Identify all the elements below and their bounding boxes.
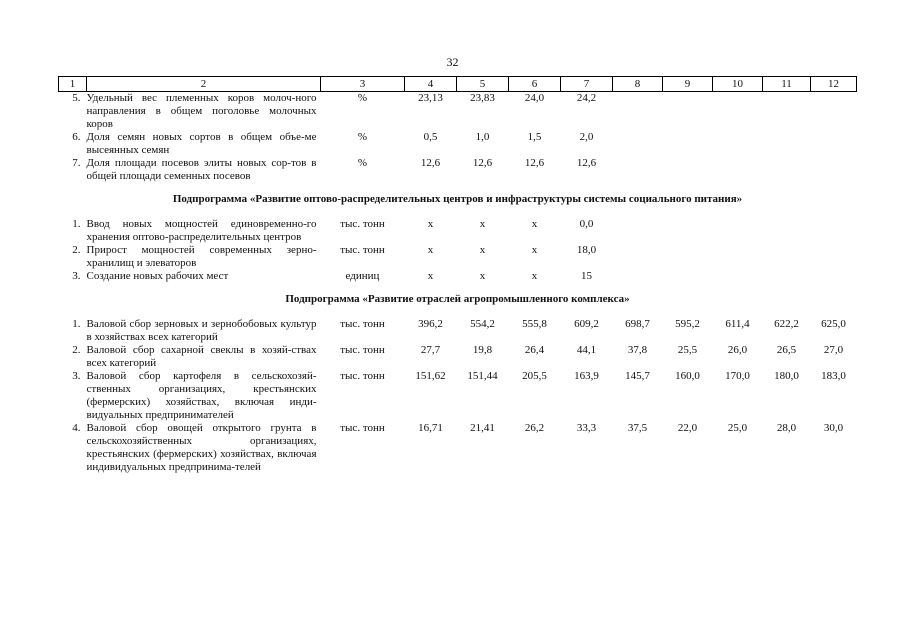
value-cell [763, 218, 811, 244]
page-number: 32 [446, 55, 459, 69]
value-cell: 37,5 [627, 422, 648, 434]
value-cell: 27,0 [823, 344, 844, 356]
value-cell [713, 270, 763, 283]
value-cell: 151,62 [415, 370, 446, 382]
unit-cell: тыс. тонн [340, 370, 385, 382]
value-cell: 28,0 [776, 422, 797, 434]
value-cell: 622,2 [774, 318, 799, 330]
table-row [59, 244, 857, 270]
value-cell: 554,2 [470, 318, 495, 330]
value-cell: х [427, 244, 434, 256]
indicator-name: Удельный вес племенных коров молоч-ного направления в общем поголовье молочных коров [86, 92, 317, 130]
value-cell [613, 157, 663, 183]
header-cell: 5 [457, 77, 509, 92]
value-cell: 16,71 [418, 422, 443, 434]
unit-cell: тыс. тонн [340, 422, 385, 434]
value-cell: 180,0 [774, 370, 799, 382]
value-cell: 26,2 [524, 422, 545, 434]
value-cell: 12,6 [524, 157, 545, 169]
value-cell: х [479, 218, 486, 230]
value-cell [663, 157, 713, 183]
value-cell: х [479, 270, 486, 282]
value-cell: 1,0 [475, 131, 490, 143]
table-row [59, 344, 857, 370]
row-number: 2. [72, 244, 81, 256]
value-cell: 160,0 [675, 370, 700, 382]
unit-cell: % [357, 131, 368, 143]
row-number: 5. [72, 92, 81, 104]
unit-cell: тыс. тонн [340, 318, 385, 330]
value-cell: 625,0 [821, 318, 846, 330]
section-title: Подпрограмма «Развитие отраслей агропромышленного комплекса» [285, 293, 630, 305]
value-cell: 44,1 [576, 344, 597, 356]
indicator-name: Валовой сбор зерновых и зернобобовых культур в хозяйствах всех категорий [86, 318, 317, 343]
value-cell [763, 270, 811, 283]
unit-cell: % [357, 92, 368, 104]
value-cell: 21,41 [470, 422, 495, 434]
value-cell: 396,2 [418, 318, 443, 330]
row-number: 6. [72, 131, 81, 143]
value-cell: 145,7 [625, 370, 650, 382]
value-cell [613, 92, 663, 132]
value-cell: 183,0 [821, 370, 846, 382]
value-cell [763, 131, 811, 157]
value-cell: 22,0 [677, 422, 698, 434]
value-cell: 163,9 [574, 370, 599, 382]
value-cell: х [427, 218, 434, 230]
value-cell: 2,0 [579, 131, 594, 143]
value-cell [613, 244, 663, 270]
value-cell [713, 218, 763, 244]
row-number: 1. [72, 218, 81, 230]
value-cell: 0,5 [423, 131, 438, 143]
header-cell: 1 [59, 77, 87, 92]
header-cell: 12 [811, 77, 857, 92]
value-cell [663, 218, 713, 244]
value-cell [811, 131, 857, 157]
value-cell: х [531, 244, 538, 256]
indicator-name: Валовой сбор сахарной свеклы в хозяй-ствах всех категорий [86, 344, 317, 369]
table-row [59, 422, 857, 474]
value-cell: 23,13 [418, 92, 443, 104]
indicator-name: Валовой сбор овощей открытого грунта в сельскохозяйственных организациях, крестьянских (фермерских) хозяйствах, включая индивидуальных предпринима-телей [86, 422, 317, 473]
section-title: Подпрограмма «Развитие оптово-распределительных центров и инфраструктуры системы социального питания» [172, 193, 743, 205]
value-cell: 170,0 [725, 370, 750, 382]
value-cell: 698,7 [625, 318, 650, 330]
indicator-name: Ввод новых мощностей единовременно-го хранения оптово-распределительных центров [86, 218, 317, 243]
value-cell: 15 [581, 270, 592, 282]
value-cell [663, 244, 713, 270]
indicator-name: Валовой сбор картофеля в сельскохозяй-ственных организациях, крестьянских (фермерских) хозяйствах, включая инди-видуальных предпринимателей [86, 370, 317, 421]
table-body [59, 92, 857, 475]
header-cell: 10 [713, 77, 763, 92]
value-cell [663, 92, 713, 132]
value-cell: 12,6 [420, 157, 441, 169]
value-cell: х [531, 270, 538, 282]
unit-cell: тыс. тонн [340, 218, 385, 230]
value-cell: 26,5 [776, 344, 797, 356]
table-row [59, 157, 857, 183]
value-cell: 1,5 [527, 131, 542, 143]
value-cell: 12,6 [576, 157, 597, 169]
value-cell: 611,4 [725, 318, 750, 330]
indicator-table [58, 76, 857, 474]
table-header [59, 77, 857, 92]
value-cell: 12,6 [472, 157, 493, 169]
row-number: 3. [72, 270, 81, 282]
unit-cell: тыс. тонн [340, 244, 385, 256]
indicator-name: Создание новых рабочих мест [86, 270, 229, 282]
row-number: 7. [72, 157, 81, 169]
row-number: 4. [72, 422, 81, 434]
value-cell: 18,0 [576, 244, 597, 256]
value-cell [811, 270, 857, 283]
value-cell: 609,2 [574, 318, 599, 330]
value-cell: 33,3 [576, 422, 597, 434]
header-cell: 4 [405, 77, 457, 92]
value-cell [663, 270, 713, 283]
value-cell: 24,0 [524, 92, 545, 104]
value-cell [613, 270, 663, 283]
indicator-name: Прирост мощностей современных зерно-хранилищ и элеваторов [86, 244, 317, 269]
value-cell: 25,0 [727, 422, 748, 434]
table-row [59, 270, 857, 283]
value-cell [613, 218, 663, 244]
value-cell: 595,2 [675, 318, 700, 330]
indicator-name: Доля семян новых сортов в общем объе-ме высеянных семян [86, 131, 317, 156]
value-cell [811, 157, 857, 183]
header-cell: 11 [763, 77, 811, 92]
row-number: 1. [72, 318, 81, 330]
indicator-name: Доля площади посевов элиты новых сор-тов в общей площади семенных посевов [86, 157, 317, 182]
header-cell: 3 [321, 77, 405, 92]
value-cell [763, 92, 811, 132]
section-title-row [59, 283, 857, 318]
table-row [59, 370, 857, 422]
value-cell [613, 131, 663, 157]
unit-cell: % [357, 157, 368, 169]
table-row [59, 92, 857, 132]
row-number: 3. [72, 370, 81, 382]
table-row [59, 131, 857, 157]
value-cell [811, 92, 857, 132]
value-cell [811, 218, 857, 244]
value-cell: х [427, 270, 434, 282]
table-row [59, 318, 857, 344]
value-cell [763, 157, 811, 183]
value-cell: х [479, 244, 486, 256]
value-cell: 23,83 [470, 92, 495, 104]
header-cell: 6 [509, 77, 561, 92]
value-cell [763, 244, 811, 270]
unit-cell: единиц [345, 270, 380, 282]
value-cell: 30,0 [823, 422, 844, 434]
value-cell [713, 244, 763, 270]
value-cell [713, 157, 763, 183]
value-cell: х [531, 218, 538, 230]
value-cell [811, 244, 857, 270]
header-cell: 9 [663, 77, 713, 92]
header-cell: 2 [87, 77, 321, 92]
value-cell: 151,44 [467, 370, 498, 382]
header-row [59, 77, 857, 92]
value-cell [713, 92, 763, 132]
value-cell: 25,5 [677, 344, 698, 356]
value-cell: 0,0 [579, 218, 594, 230]
value-cell: 27,7 [420, 344, 441, 356]
table-row [59, 218, 857, 244]
section-title-row [59, 183, 857, 218]
value-cell: 19,8 [472, 344, 493, 356]
value-cell: 555,8 [522, 318, 547, 330]
value-cell [713, 131, 763, 157]
row-number: 2. [72, 344, 81, 356]
value-cell: 24,2 [576, 92, 597, 104]
header-cell: 7 [561, 77, 613, 92]
value-cell: 26,0 [727, 344, 748, 356]
value-cell: 26,4 [524, 344, 545, 356]
header-cell: 8 [613, 77, 663, 92]
value-cell [663, 131, 713, 157]
unit-cell: тыс. тонн [340, 344, 385, 356]
value-cell: 205,5 [522, 370, 547, 382]
value-cell: 37,8 [627, 344, 648, 356]
